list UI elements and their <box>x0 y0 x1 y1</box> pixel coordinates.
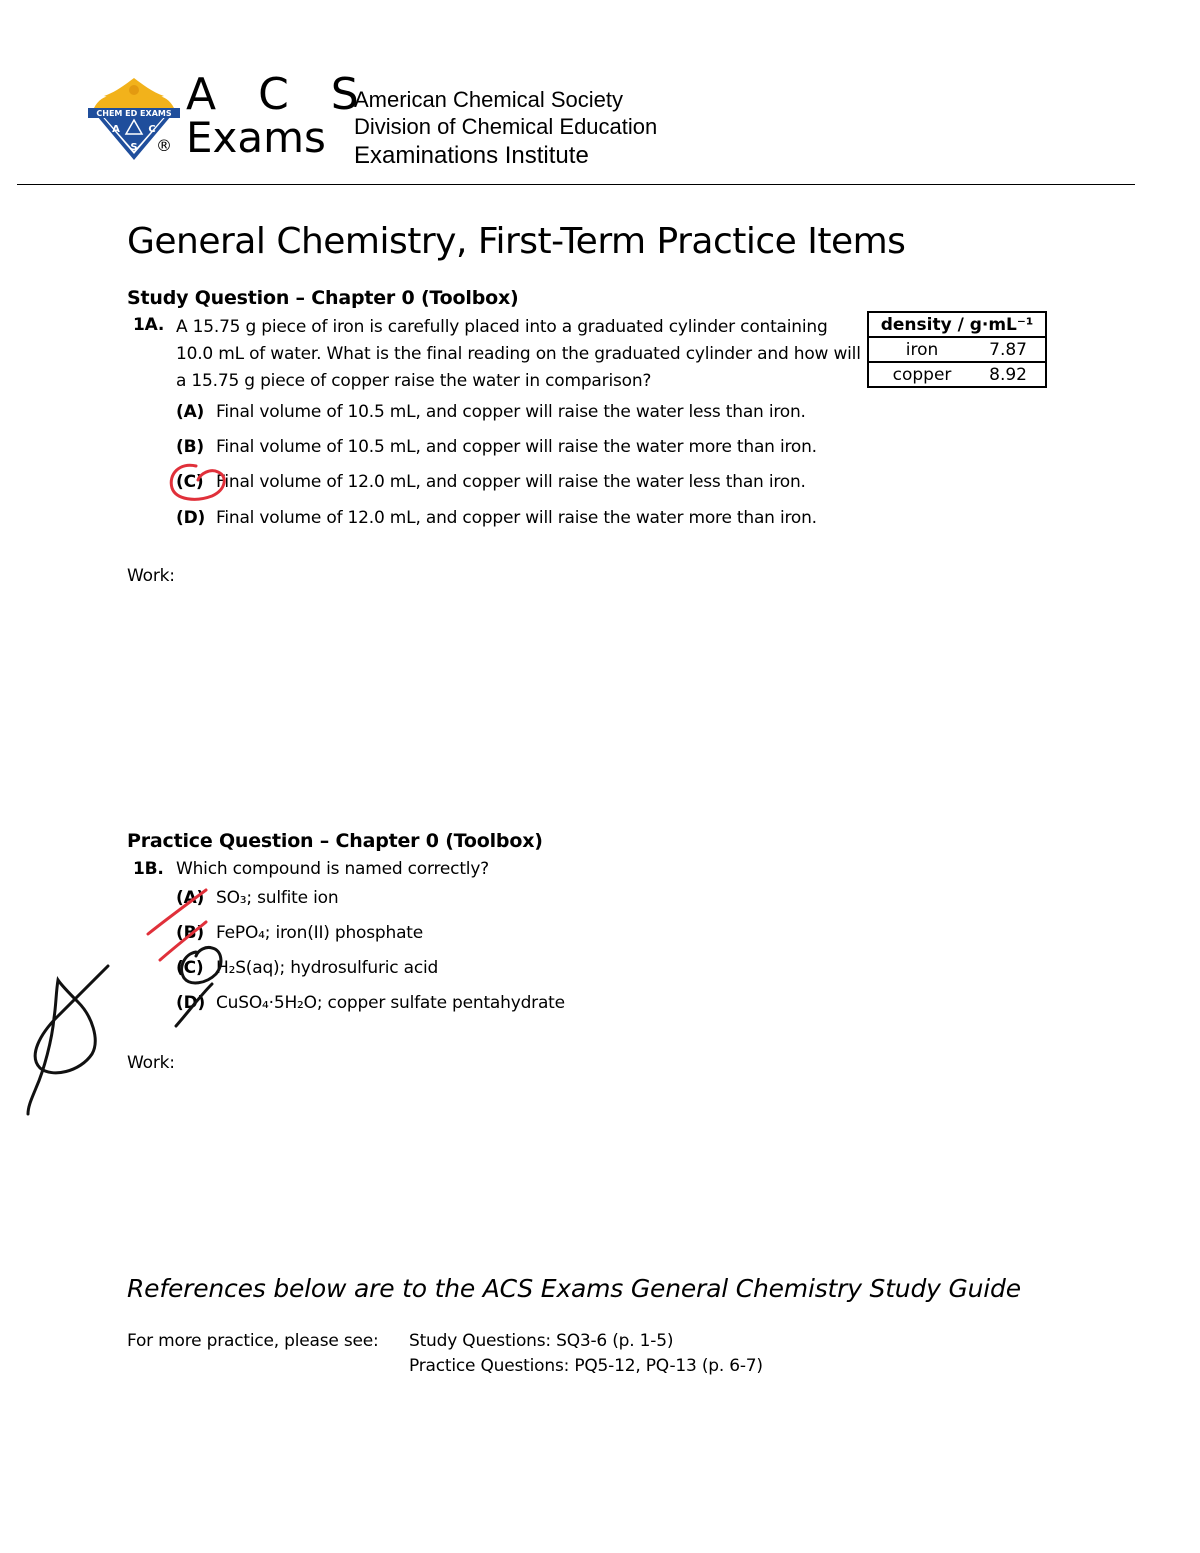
practice-question-heading: Practice Question – Chapter 0 (Toolbox) <box>127 830 543 852</box>
practice-option-d: (D) CuSO₄·5H₂O; copper sulfate pentahydrate <box>176 993 565 1013</box>
references-heading: References below are to the ACS Exams General Chemistry Study Guide <box>127 1274 1021 1303</box>
svg-text:C: C <box>148 124 156 135</box>
practice-question-text: Which compound is named correctly? <box>176 859 489 879</box>
practice-work-label: Work: <box>127 1053 175 1073</box>
margin-scribble <box>28 966 108 1114</box>
org-line-3: Examinations Institute <box>354 142 589 169</box>
org-line-1: American Chemical Society <box>354 87 623 112</box>
study-option-c: (C) Final volume of 12.0 mL, and copper will raise the water less than iron. <box>176 472 806 492</box>
svg-text:A: A <box>112 124 120 135</box>
study-work-label: Work: <box>127 566 175 586</box>
practice-option-b: (B) FePO₄; iron(II) phosphate <box>176 923 424 943</box>
practice-option-a: (A) SO₃; sulfite ion <box>176 888 339 908</box>
study-option-b: (B) Final volume of 10.5 mL, and copper will raise the water more than iron. <box>176 437 817 457</box>
svg-text:S: S <box>130 142 138 153</box>
header-divider <box>17 184 1135 185</box>
practice-option-c: (C) H₂S(aq); hydrosulfuric acid <box>176 958 439 978</box>
density-table <box>867 311 1047 388</box>
density-table-header: density / g·mL⁻¹ <box>868 312 1046 337</box>
study-question-heading: Study Question – Chapter 0 (Toolbox) <box>127 287 519 309</box>
study-option-d: (D) Final volume of 12.0 mL, and copper will raise the water more than iron. <box>176 508 817 528</box>
references-study: Study Questions: SQ3-6 (p. 1-5) <box>409 1331 674 1351</box>
practice-question-number: 1B. <box>133 859 164 879</box>
study-question-text: A 15.75 g piece of iron is carefully placed into a graduated cylinder containing 10.0 mL of water. What is the final reading on the graduated cylinder and how will a 15.75 g piece of copper raise the water in comparison? <box>176 317 861 391</box>
org-line-2: Division of Chemical Education <box>354 114 658 139</box>
brand-exams: Exams <box>186 113 326 162</box>
study-option-a: (A) Final volume of 10.5 mL, and copper will raise the water less than iron. <box>176 402 806 422</box>
registered-mark: ® <box>156 136 172 155</box>
density-row-copper: copper 8.92 <box>868 362 1046 387</box>
references-intro: For more practice, please see: <box>127 1331 379 1351</box>
density-row-iron: iron 7.87 <box>868 337 1046 362</box>
brand-acs: A C S <box>186 69 373 120</box>
logo-badge-text: CHEM ED EXAMS <box>96 109 172 118</box>
page-title: General Chemistry, First-Term Practice Items <box>127 221 906 262</box>
references-practice: Practice Questions: PQ5-12, PQ-13 (p. 6-7) <box>409 1356 763 1376</box>
study-question-number: 1A. <box>133 315 165 335</box>
